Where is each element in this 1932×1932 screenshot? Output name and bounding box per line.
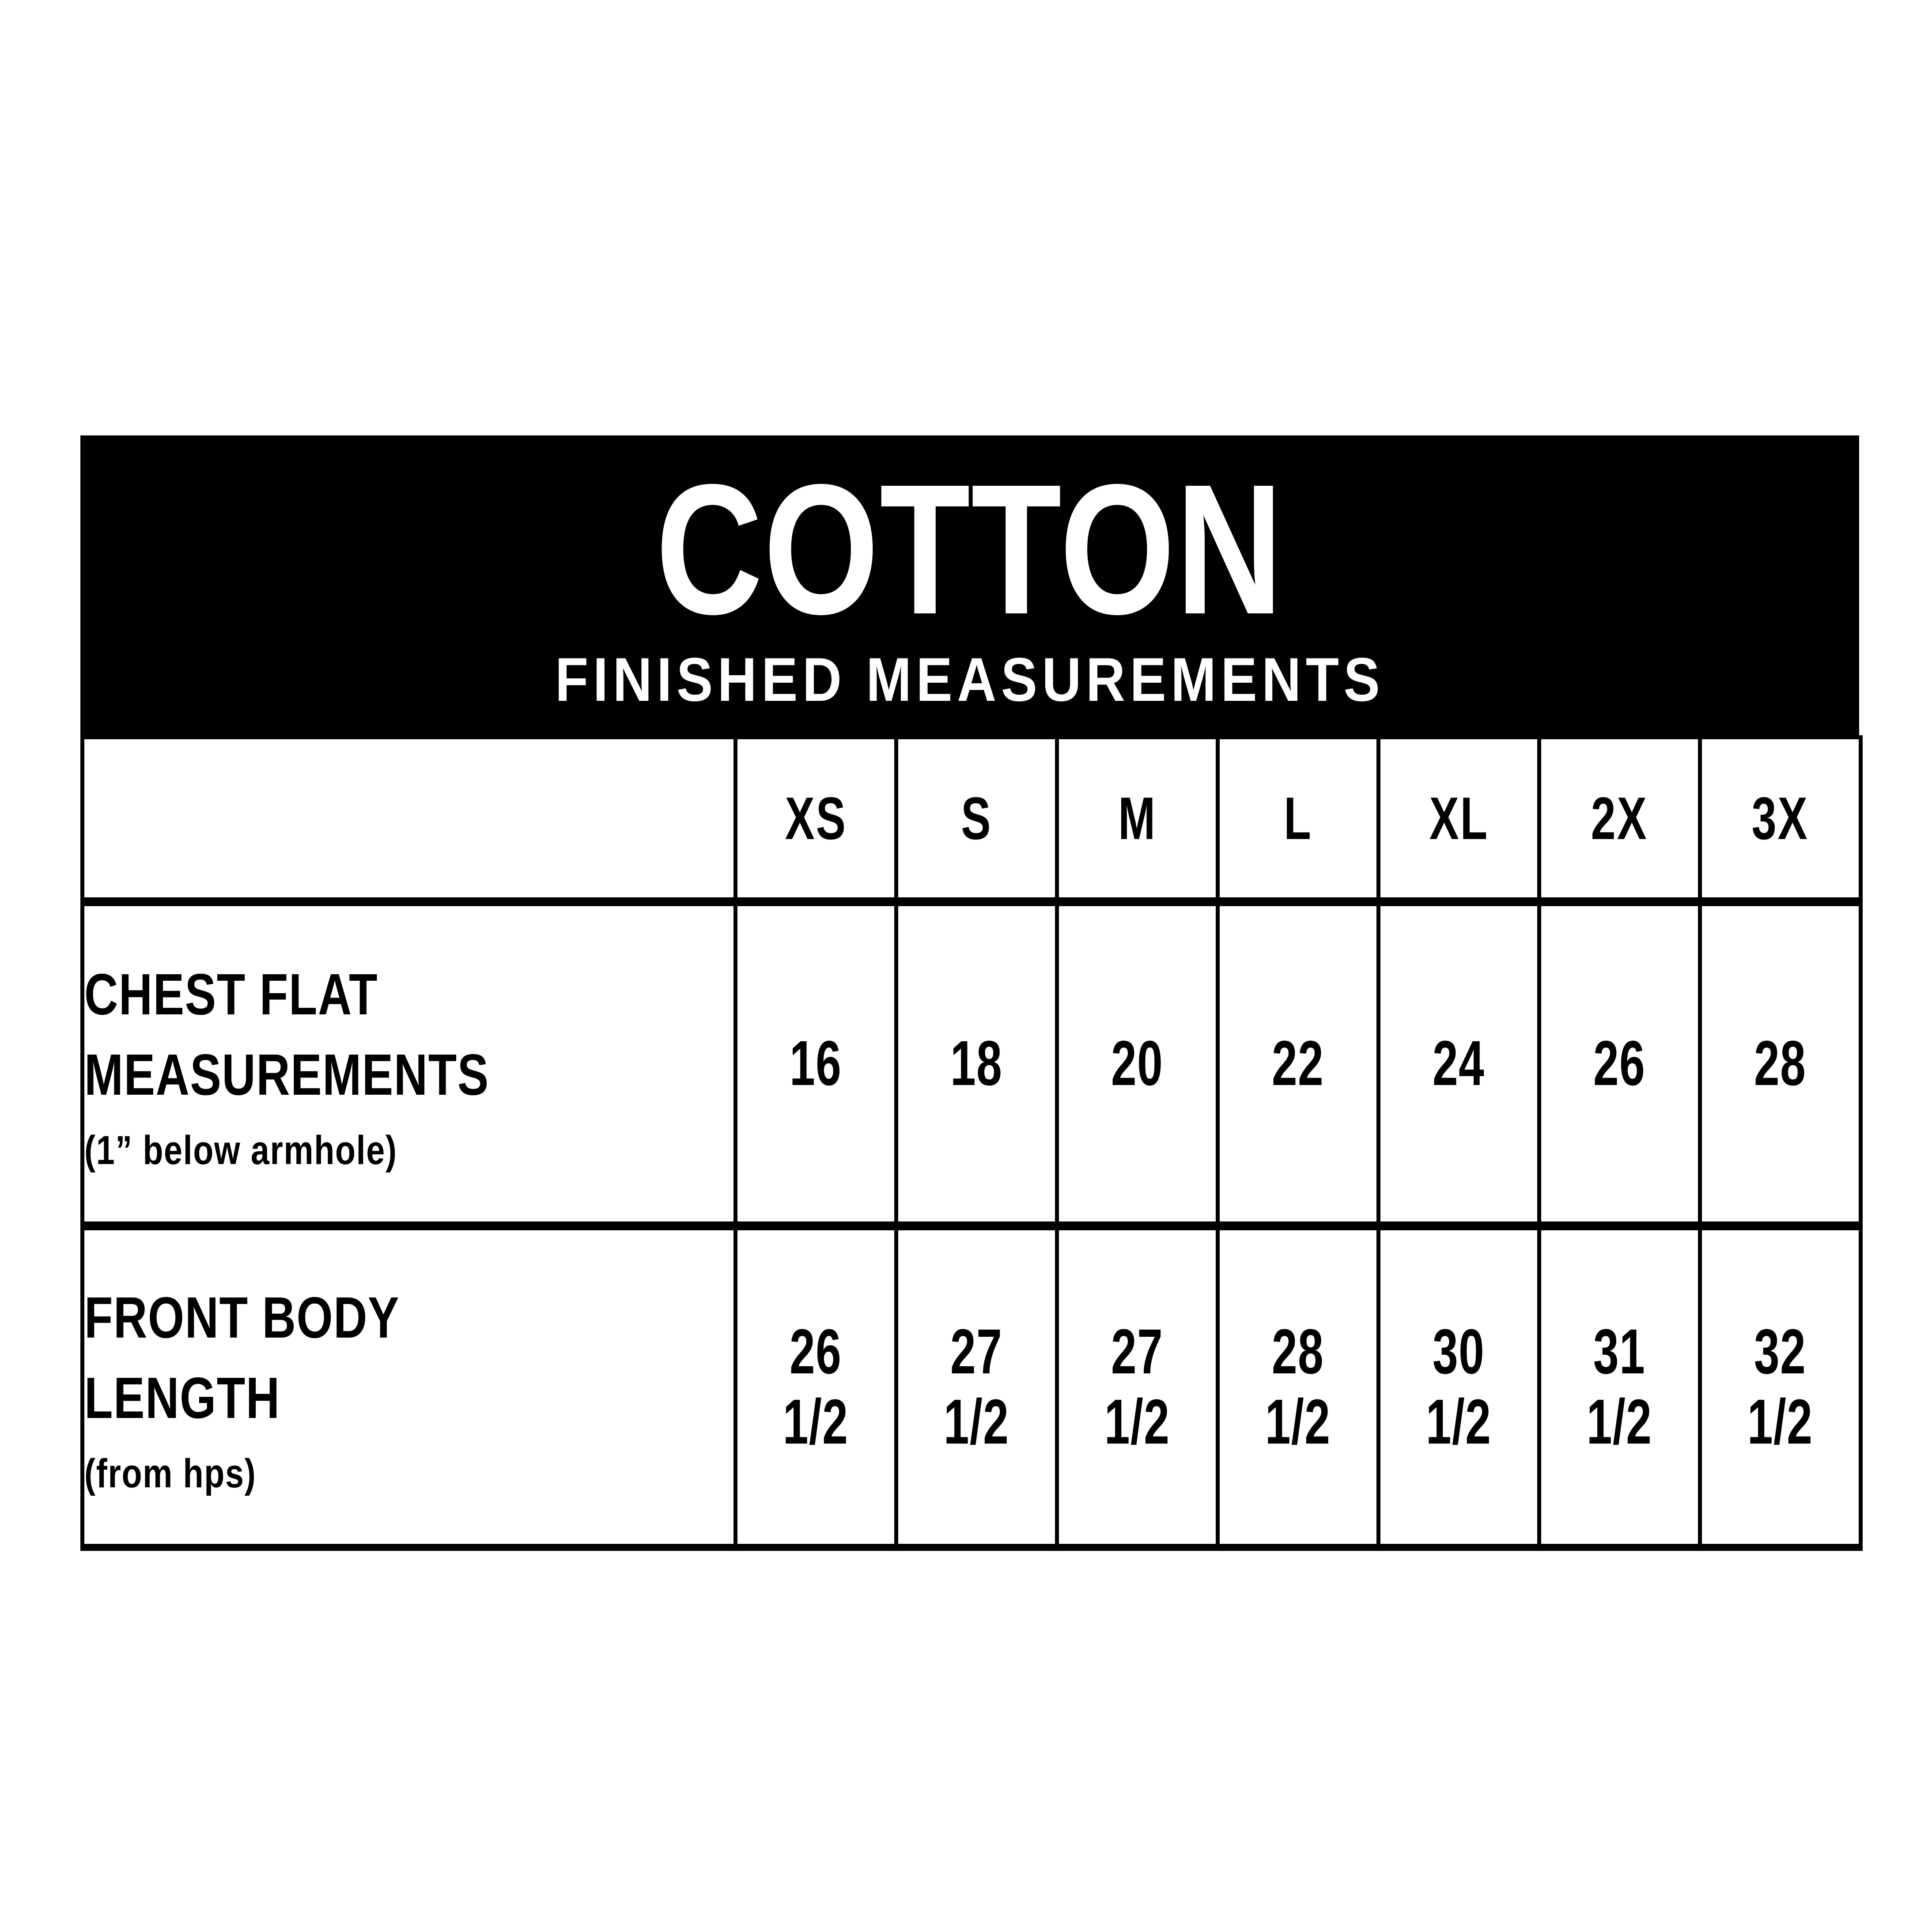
size-header-2x-label: 2X [1591,784,1648,852]
front-body-value-s-main: 27 [950,1316,1003,1388]
banner-title-row [577,446,1362,654]
front-body-value-m [1057,1226,1218,1547]
front-body-label-note-row [84,1452,733,1496]
size-table [80,735,1863,1551]
front-body-value-m-frac: 1/2 [1104,1386,1170,1457]
chest-flat-row [83,902,1861,1226]
front-body-value-l [1218,1226,1379,1547]
chest-flat-value-3x-text: 28 [1754,1028,1807,1099]
chest-flat-value-l-text: 22 [1272,1028,1324,1099]
chest-flat-label-line2: MEASUREMENTS [84,1042,489,1107]
banner [80,435,1859,735]
chest-flat-label-line1: CHEST FLAT [84,961,378,1027]
chest-flat-label-line1-row [84,954,733,1035]
chest-flat-value-xl-text: 24 [1433,1028,1485,1099]
chest-flat-value-3x [1700,902,1861,1226]
front-body-value-l-stack [1220,1317,1376,1457]
front-body-length-row-label [83,1226,736,1547]
size-header-xs-label: XS [785,784,847,852]
chest-flat-value-s [896,902,1057,1226]
front-body-value-xl [1379,1226,1539,1547]
front-body-value-xl-frac: 1/2 [1426,1386,1492,1457]
front-body-value-xl-stack [1380,1317,1537,1457]
size-header-l [1218,737,1379,902]
size-header-row [83,737,1861,902]
front-body-value-m-main: 27 [1111,1316,1164,1388]
front-body-value-xs-frac: 1/2 [783,1386,849,1457]
front-body-value-l-main: 28 [1272,1316,1324,1388]
front-body-value-2x-main: 31 [1593,1316,1646,1388]
front-body-length-row [83,1226,1861,1547]
front-body-label-line2-row [84,1358,733,1438]
size-header-s [896,737,1057,902]
size-header-l-label: L [1284,784,1312,852]
front-body-value-2x [1539,1226,1700,1547]
chest-flat-value-m [1057,902,1218,1226]
size-header-xl-label: XL [1429,784,1489,852]
chest-flat-value-2x [1539,902,1700,1226]
size-header-s-label: S [961,784,992,852]
chest-flat-value-xs-text: 16 [790,1028,842,1099]
size-header-2x [1539,737,1700,902]
size-header-3x-label: 3X [1751,784,1809,852]
size-header-xs [736,737,896,902]
front-body-value-2x-stack [1541,1317,1698,1457]
chest-flat-label-note-row [84,1128,733,1173]
front-body-value-xs-stack [737,1317,894,1457]
front-body-value-2x-frac: 1/2 [1587,1386,1652,1457]
chest-flat-value-s-text: 18 [950,1028,1003,1099]
front-body-label-line1-row [84,1278,733,1358]
front-body-value-3x-frac: 1/2 [1747,1386,1813,1457]
front-body-value-3x-main: 32 [1754,1316,1807,1388]
front-body-value-xl-main: 30 [1433,1316,1485,1388]
front-body-value-l-frac: 1/2 [1265,1386,1331,1457]
banner-title: COTTON [655,446,1284,654]
chest-flat-row-label [83,902,736,1226]
chest-flat-label-line2-row [84,1035,733,1115]
corner-cell [83,737,736,902]
banner-subtitle-row [499,641,1441,712]
front-body-label-line2: LENGTH [84,1365,280,1430]
front-body-label-line1: FRONT BODY [84,1285,400,1350]
chest-flat-value-xs [736,902,896,1226]
chest-flat-value-2x-text: 26 [1593,1028,1646,1099]
front-body-value-s-stack [898,1317,1055,1457]
front-body-value-3x-stack [1702,1317,1859,1457]
chest-flat-value-l [1218,902,1379,1226]
size-header-m-label: M [1118,784,1157,852]
size-header-xl [1379,737,1539,902]
front-body-value-s [896,1226,1057,1547]
front-body-value-s-frac: 1/2 [944,1386,1009,1457]
chest-flat-label-note: (1” below armhole) [84,1128,397,1173]
chest-flat-value-xl [1379,902,1539,1226]
front-body-value-xs-main: 26 [790,1316,842,1388]
banner-subtitle: FINISHED MEASUREMENTS [555,644,1385,714]
chest-flat-value-m-text: 20 [1111,1028,1164,1099]
size-header-m [1057,737,1218,902]
front-body-value-m-stack [1059,1317,1216,1457]
size-header-3x [1700,737,1861,902]
front-body-label-note: (from hps) [84,1451,257,1497]
front-body-value-xs [736,1226,896,1547]
front-body-value-3x [1700,1226,1861,1547]
